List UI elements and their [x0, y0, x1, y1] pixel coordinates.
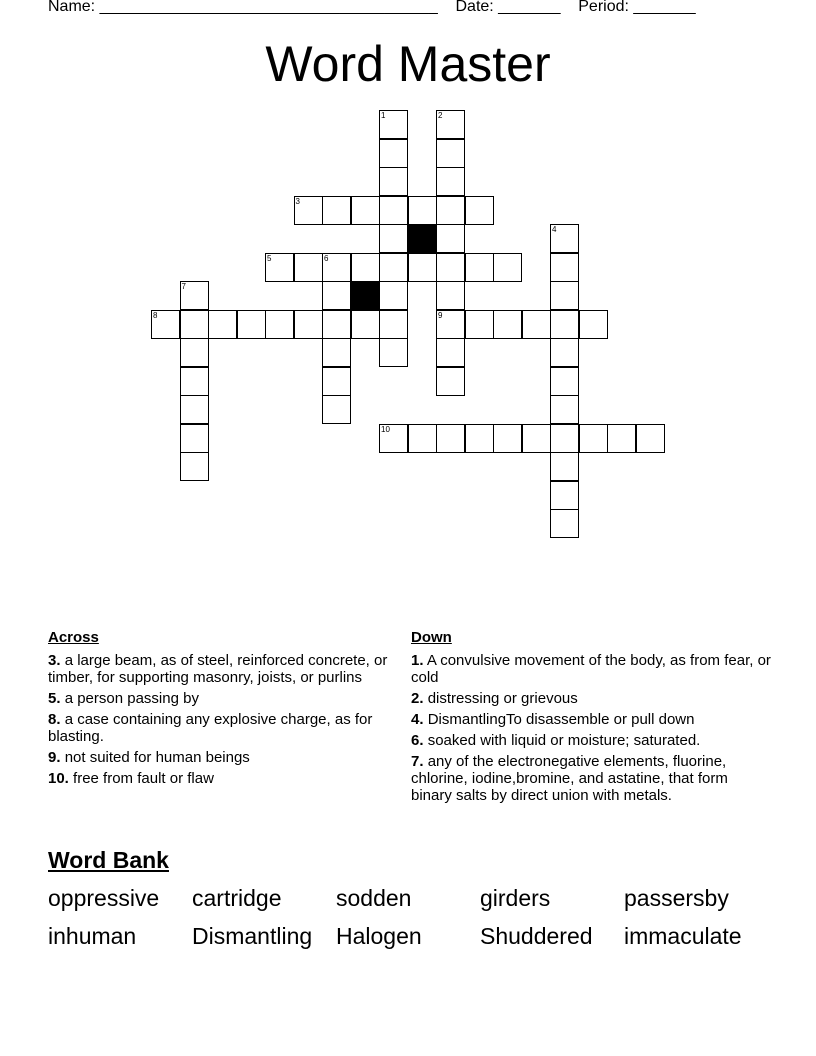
grid-cell[interactable] — [180, 281, 209, 310]
word-bank-item: girders — [480, 885, 551, 911]
word-bank-item: Dismantling — [192, 923, 313, 949]
word-bank-item: sodden — [336, 885, 412, 911]
grid-cell[interactable] — [550, 509, 579, 538]
grid-cell[interactable] — [294, 196, 323, 225]
grid-cell[interactable] — [607, 424, 636, 453]
clue-number: 5. — [48, 690, 61, 707]
grid-cell[interactable] — [550, 281, 579, 310]
grid-cell[interactable] — [180, 310, 209, 339]
grid-cell[interactable] — [237, 310, 266, 339]
grid-cell[interactable] — [579, 424, 608, 453]
clue-number: 7. — [411, 753, 424, 770]
grid-cell[interactable] — [322, 253, 351, 282]
grid-cell[interactable] — [550, 424, 579, 453]
grid-cell[interactable] — [550, 253, 579, 282]
clue-number: 8. — [48, 711, 61, 728]
grid-black-cell — [408, 224, 437, 253]
word-bank-item: passersby — [624, 885, 729, 911]
grid-cell[interactable] — [436, 224, 465, 253]
grid-cell[interactable] — [265, 253, 294, 282]
clue-text: any of the electronegative elements, fluorine, chlorine, iodine,bromine, and astatine, that form binary salts by direct union with metals. — [411, 753, 728, 804]
cell-number: 1 — [381, 111, 386, 120]
grid-cell[interactable] — [180, 395, 209, 424]
grid-cell[interactable] — [436, 167, 465, 196]
clue-number: 6. — [411, 732, 424, 749]
clue-text: free from fault or flaw — [73, 770, 214, 787]
clue-down-4 — [411, 711, 771, 728]
clue-across-5 — [48, 690, 393, 707]
grid-cell[interactable] — [379, 167, 408, 196]
grid-cell[interactable] — [636, 424, 665, 453]
grid-cell[interactable] — [322, 196, 351, 225]
grid-cell[interactable] — [180, 367, 209, 396]
grid-cell[interactable] — [579, 310, 608, 339]
grid-cell[interactable] — [379, 281, 408, 310]
grid-cell[interactable] — [379, 253, 408, 282]
grid-cell[interactable] — [436, 139, 465, 168]
grid-cell[interactable] — [550, 481, 579, 510]
grid-cell[interactable] — [322, 367, 351, 396]
grid-cell[interactable] — [550, 452, 579, 481]
cell-number: 6 — [324, 253, 329, 263]
grid-cell[interactable] — [408, 424, 437, 453]
across-clues — [48, 652, 393, 791]
clue-text: soaked with liquid or moisture; saturated. — [427, 732, 701, 749]
clue-number: 4. — [411, 711, 424, 728]
grid-cell[interactable] — [379, 310, 408, 339]
grid-cell[interactable] — [493, 310, 522, 339]
grid-cell[interactable] — [322, 338, 351, 367]
grid-cell[interactable] — [408, 196, 437, 225]
grid-cell[interactable] — [351, 196, 380, 225]
grid-cell[interactable] — [180, 424, 209, 453]
grid-cell[interactable] — [550, 224, 579, 253]
word-bank-item: Halogen — [336, 923, 422, 949]
word-bank-item: cartridge — [192, 885, 282, 911]
word-bank-item: oppressive — [48, 885, 160, 911]
grid-cell[interactable] — [465, 253, 494, 282]
grid-cell[interactable] — [550, 395, 579, 424]
cell-number: 5 — [267, 253, 272, 263]
grid-cell[interactable] — [379, 224, 408, 253]
header-line: Name: ______________________________________ Date: _______ Period: _______ — [48, 0, 696, 15]
grid-cell[interactable] — [351, 310, 380, 339]
clue-text: a person passing by — [64, 690, 199, 707]
word-bank-item: immaculate — [624, 923, 742, 949]
cell-number: 8 — [153, 310, 158, 320]
clue-text: DismantlingTo disassemble or pull down — [427, 711, 695, 728]
clue-down-1 — [411, 652, 771, 686]
clue-text: a case containing any explosive charge, as for blasting. — [48, 711, 373, 745]
grid-cell[interactable] — [436, 253, 465, 282]
grid-cell[interactable] — [436, 196, 465, 225]
clue-number: 2. — [411, 690, 424, 707]
clue-number: 9. — [48, 749, 61, 766]
clue-across-10 — [48, 770, 393, 787]
cell-number: 7 — [181, 282, 186, 291]
grid-cell[interactable] — [180, 452, 209, 481]
down-clues — [411, 652, 771, 808]
word-bank-title: Word Bank — [48, 847, 169, 873]
grid-cell[interactable] — [294, 310, 323, 339]
clue-text: distressing or grievous — [427, 690, 578, 707]
clue-text: a large beam, as of steel, reinforced concrete, or timber, for supporting masonry, joists, or purlins — [48, 652, 388, 686]
cell-number: 4 — [552, 225, 557, 234]
cell-number: 9 — [438, 310, 443, 320]
across-heading: Across — [48, 629, 99, 646]
grid-black-cell — [351, 281, 380, 310]
grid-cell[interactable] — [322, 281, 351, 310]
grid-cell[interactable] — [408, 253, 437, 282]
cell-number: 3 — [295, 196, 300, 206]
grid-cell[interactable] — [265, 310, 294, 339]
grid-cell[interactable] — [550, 338, 579, 367]
grid-cell[interactable] — [522, 310, 551, 339]
grid-cell[interactable] — [180, 338, 209, 367]
clue-down-6 — [411, 732, 771, 749]
clue-across-3 — [48, 652, 393, 686]
grid-cell[interactable] — [436, 367, 465, 396]
page-title: Word Master — [265, 36, 551, 92]
grid-cell[interactable] — [436, 110, 465, 139]
grid-cell[interactable] — [550, 310, 579, 339]
grid-cell[interactable] — [379, 110, 408, 139]
clue-down-7 — [411, 753, 771, 804]
grid-cell[interactable] — [379, 338, 408, 367]
cell-number: 10 — [381, 424, 390, 434]
grid-cell[interactable] — [522, 424, 551, 453]
grid-cell[interactable] — [322, 310, 351, 339]
grid-cell[interactable] — [436, 310, 465, 339]
cell-number: 2 — [438, 111, 443, 120]
grid-cell[interactable] — [151, 310, 180, 339]
grid-cell[interactable] — [294, 253, 323, 282]
clue-across-9 — [48, 749, 393, 766]
clue-number: 1. — [411, 652, 424, 669]
grid-cell[interactable] — [465, 424, 494, 453]
grid-cell[interactable] — [465, 310, 494, 339]
grid-cell[interactable] — [379, 424, 408, 453]
clue-down-2 — [411, 690, 771, 707]
word-bank-item: Shuddered — [480, 923, 593, 949]
grid-cell[interactable] — [436, 281, 465, 310]
grid-cell[interactable] — [379, 196, 408, 225]
grid-cell[interactable] — [208, 310, 237, 339]
grid-cell[interactable] — [436, 424, 465, 453]
grid-cell[interactable] — [550, 367, 579, 396]
grid-cell[interactable] — [493, 424, 522, 453]
down-heading: Down — [411, 629, 452, 646]
grid-cell[interactable] — [493, 253, 522, 282]
grid-cell[interactable] — [351, 253, 380, 282]
word-bank-item: inhuman — [48, 923, 137, 949]
grid-cell[interactable] — [436, 338, 465, 367]
clue-number: 10. — [48, 770, 69, 787]
clue-text: A convulsive movement of the body, as from fear, or cold — [411, 652, 771, 686]
clue-number: 3. — [48, 652, 61, 669]
grid-cell[interactable] — [379, 139, 408, 168]
clue-across-8 — [48, 711, 393, 745]
grid-cell[interactable] — [322, 395, 351, 424]
clue-text: not suited for human beings — [64, 749, 250, 766]
grid-cell[interactable] — [465, 196, 494, 225]
